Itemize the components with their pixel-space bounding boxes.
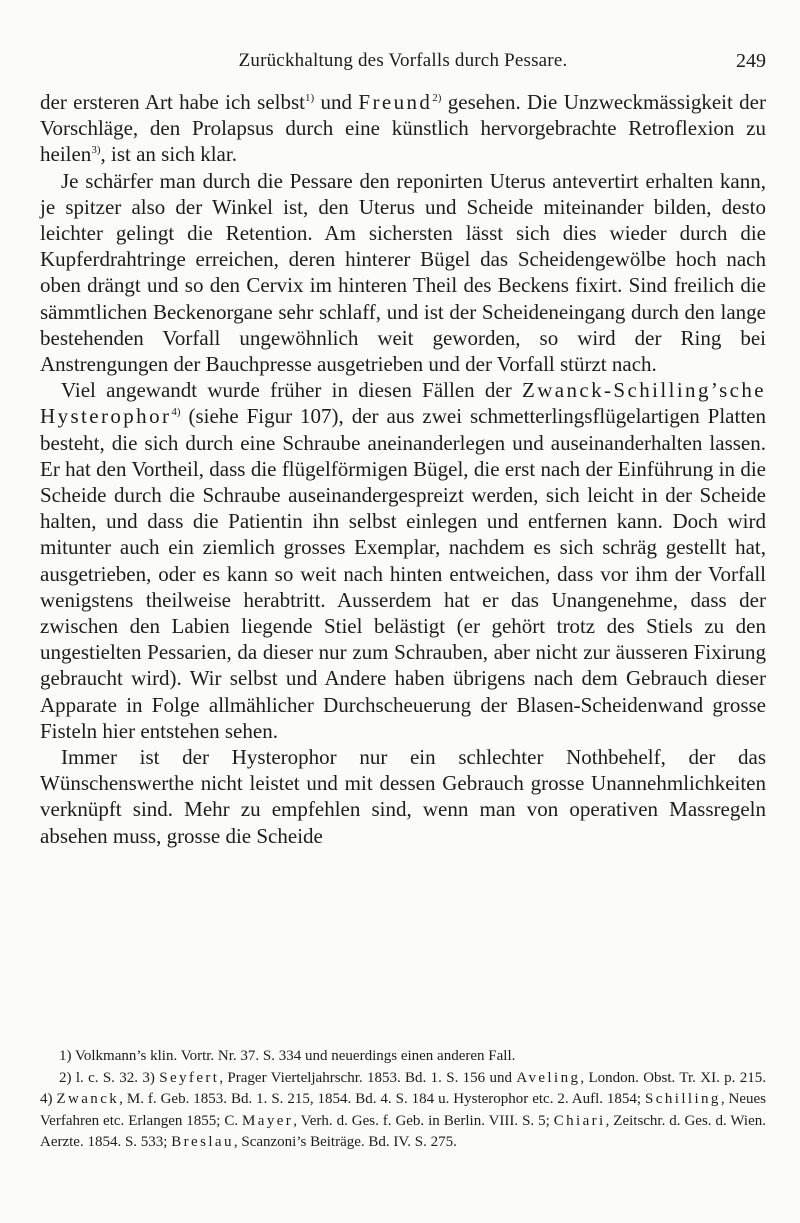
author-name-schilling: Schilling bbox=[645, 1091, 721, 1108]
text-run: (siehe Figur 107), der aus zwei schmetterlingsflügelartigen Platten besteht, die sich durch eine Schraube aneinanderlegen und auseinanderhalten lassen. Er hat den Vortheil, dass die flügelförmigen Bügel, die erst nach der Einführung in die Scheide durch die Schraube auseinandergespreizt werden, sich leicht in der Scheide halten, und dass die Patientin ihn selbst einlegen und entfernen kann. Doch wird mitunter auch ein ziemlich grosses Exemplar, nachdem es sich schräg gestellt hat, ausgetrieben, oder es kann so weit nach hinten entweichen, dass vor ihm der Vorfall wenigstens theilweise herabtritt. Ausserdem hat er das Unangenehme, dass der zwischen den Labien liegende Stiel belästigt (er gehört trotz des Stiels zu den ungestielten Pessarien, da dieser nur zum Schrauben, aber nicht zur äusseren Fixirung gebraucht wird). Wir selbst und Andere haben übrigens nach dem Gebrauch dieser Apparate in Folge allmählicher Durchscheuerung der Blasen-Scheidenwand grosse Fisteln hier entstehen sehen. bbox=[40, 404, 766, 743]
footnote-ref-2: 2) bbox=[432, 92, 442, 104]
footnote-text: , Prager Vierteljahrschr. 1853. Bd. 1. S. 156 und bbox=[219, 1069, 517, 1086]
footnote-text: , London. Obst. Tr. XI. p. 215. bbox=[580, 1069, 767, 1086]
footnote-text: Volkmann’s klin. Vortr. Nr. 37. S. 334 und neuerdings einen anderen Fall. bbox=[71, 1048, 516, 1064]
running-header bbox=[40, 50, 766, 76]
paragraph-2: Je schärfer man durch die Pessare den reponirten Uterus antevertirt erhalten kann, je spitzer also der Winkel ist, den Uterus und Scheide miteinander bilden, desto leichter gelingt die Retention. Am sichersten lässt sich dies wieder durch die Kupferdrahtringe erreichen, deren hinterer Bügel das Scheidengewölbe hoch nach oben drängt und so den Cervix im hinteren Theil des Beckens fixirt. Sind freilich die sämmtlichen Beckenorgane sehr schlaff, und ist der Scheideneingang durch den lange bestehenden Vorfall ungewöhnlich weit geworden, so wird der Ring bei Anstrengungen der Bauchpresse ausgetrieben und der Vorfall stürzt nach. bbox=[40, 168, 766, 377]
device-name-hysterophor: Zwanck-Schilling’sche Hysterophor bbox=[40, 378, 766, 429]
paragraph-4: Immer ist der Hysterophor nur ein schlechter Nothbehelf, der das Wünschenswerthe nicht leistet und mit dessen Gebrauch grosse Unannehmlichkeiten verknüpft sind. Mehr zu empfehlen sind, wenn man von operativen Massregeln absehen muss, grosse die Scheide bbox=[40, 745, 766, 848]
paragraph-1 bbox=[40, 89, 766, 168]
page-number: 249 bbox=[736, 50, 766, 72]
author-name-zwanck: Zwanck bbox=[56, 1091, 120, 1108]
footnote-text: , Zeitschr. d. Ges. d. Wien. Aerzte. 1854. S. 533; bbox=[40, 1112, 766, 1151]
footnote-text: , Verh. d. Ges. f. Geb. in Berlin. VIII. S. 5; bbox=[293, 1112, 554, 1129]
footnote-1 bbox=[40, 1046, 766, 1068]
text-run: gesehen. Die Unzweckmässigkeit der Vorschläge, den Prolapsus durch eine künstlich hervorgebrachte Retroflexion zu heilen bbox=[40, 90, 766, 167]
footnotes bbox=[40, 1046, 766, 1154]
footnote-number: 1) bbox=[59, 1048, 72, 1064]
footnote-text: , Scanzoni’s Beiträge. Bd. IV. S. 275. bbox=[233, 1134, 457, 1151]
body-text bbox=[40, 89, 766, 849]
author-name-freund: Freund bbox=[358, 90, 433, 114]
footnote-text: l. c. S. 32. bbox=[71, 1069, 143, 1086]
text-run: Viel angewandt wurde früher in diesen Fällen der bbox=[61, 378, 522, 403]
footnote-ref-4: 4) bbox=[171, 406, 181, 419]
footnote-ref-1: 1) bbox=[305, 92, 315, 104]
footnote-number: 2) bbox=[59, 1069, 72, 1086]
paragraph-3 bbox=[40, 377, 766, 744]
text-run: , ist an sich klar. bbox=[100, 142, 237, 167]
author-name-aveling: Aveling bbox=[516, 1069, 581, 1086]
footnote-ref-3: 3) bbox=[91, 144, 101, 157]
footnote-2-3-4 bbox=[40, 1068, 766, 1154]
author-name-breslau: Breslau bbox=[171, 1134, 234, 1151]
footnote-text: , M. f. Geb. 1853. Bd. 1. S. 215, 1854. Bd. 4. S. 184 u. Hysterophor etc. 2. Aufl. 1854; bbox=[119, 1091, 646, 1108]
author-name-seyfert: Seyfert bbox=[159, 1069, 220, 1086]
author-name-chiari: Chiari bbox=[553, 1112, 606, 1129]
author-name-mayer: Mayer bbox=[242, 1112, 294, 1129]
running-title: Zurückhaltung des Vorfalls durch Pessare. bbox=[238, 50, 568, 71]
footnote-number: 4) bbox=[40, 1091, 53, 1108]
text-run: der ersteren Art habe ich selbst bbox=[40, 90, 305, 114]
footnote-number: 3) bbox=[142, 1069, 155, 1086]
text-run: und bbox=[314, 90, 359, 114]
footnote-text: , Neues Verfahren etc. Erlangen 1855; C. bbox=[40, 1091, 767, 1129]
